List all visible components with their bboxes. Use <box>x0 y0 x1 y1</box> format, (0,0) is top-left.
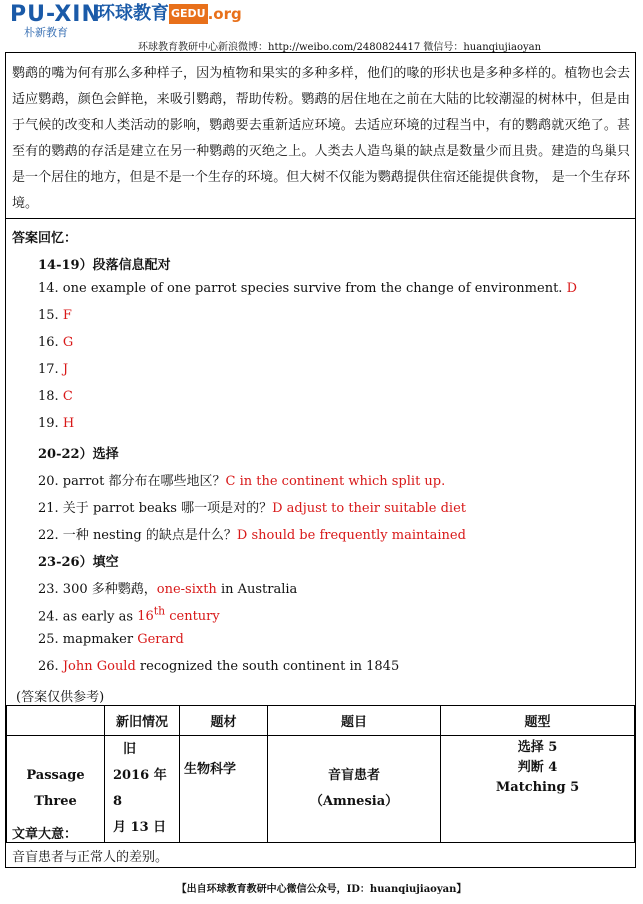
question-number: 16. <box>38 335 59 350</box>
summary-title: 文章大意： <box>12 827 78 842</box>
title-chinese: 音盲患者 <box>327 768 380 783</box>
type-choice: 选择 5 <box>517 740 558 755</box>
answers-title: 答案回忆： <box>12 231 78 246</box>
status-old: 旧 <box>123 742 137 757</box>
gedu-logo-org: .org <box>207 5 242 23</box>
question-number: 26. <box>38 659 63 674</box>
question-number: 18. <box>38 389 59 404</box>
question-text: 24. as early as <box>38 609 138 625</box>
answer-item-23 <box>38 578 297 597</box>
question-tail: recognized the south continent in 1845 <box>135 659 400 674</box>
answer-value: D <box>566 281 578 296</box>
question-number: 17. <box>38 362 59 377</box>
section-heading-matching: 14-19）段落信息配对 <box>38 258 171 273</box>
page-footer: 【出自环球教育教研中心微信公众号，ID：huanqiujiaoyan】 <box>176 884 467 895</box>
question-text: 21. 关于 parrot beaks 哪一项是对的？ <box>38 501 273 516</box>
answer-item-18 <box>38 389 73 404</box>
answer-item-26 <box>38 659 399 674</box>
answer-item-16 <box>38 335 73 350</box>
answer-item-19 <box>38 416 74 431</box>
question-text: 20. parrot 都分布在哪些地区？ <box>38 474 226 489</box>
answer-value: C <box>62 389 73 404</box>
puxin-logo-text: PU-XIN <box>10 2 101 27</box>
answer-value: D adjust to their suitable diet <box>272 501 466 516</box>
page-header <box>0 0 643 52</box>
answer-value: Gerard <box>137 632 184 647</box>
type-judgement: 判断 4 <box>517 760 558 775</box>
content-frame <box>5 52 636 868</box>
answer-item-15 <box>38 308 72 323</box>
table-header-question-type: 题型 <box>441 706 635 736</box>
answer-item-20 <box>38 470 445 489</box>
question-text: 14. one example of one parrot species survive from the change of environment. <box>38 281 563 296</box>
answer-value: J <box>62 362 69 377</box>
passage-number: Three <box>34 794 77 809</box>
answer-value: H <box>62 416 75 431</box>
answer-item-21 <box>38 497 466 516</box>
gedu-logo-badge: GEDU <box>169 4 208 24</box>
gedu-logo-cn: 环球教育 <box>97 3 169 24</box>
answer-item-22 <box>38 524 466 543</box>
puxin-logo-subtitle: 朴新教育 <box>24 26 68 39</box>
passage-info-table <box>6 705 635 843</box>
answer-value <box>137 605 220 625</box>
summary-text: 音盲患者与正常人的差别。 <box>12 850 169 865</box>
question-text: 23. 300 多种鹦鹉， <box>38 582 157 597</box>
question-text: 22. 一种 nesting 的缺点是什么？ <box>38 528 237 543</box>
answer-value: C in the continent which split up. <box>225 474 446 489</box>
header-contact-info: 环球教育教研中心新浪微博：http://weibo.com/2480824417 微信号：huanqiujiaoyan <box>138 42 542 53</box>
answer-item-17 <box>38 362 68 377</box>
answer-tail: century <box>165 609 220 625</box>
answer-value: John Gould <box>62 659 136 674</box>
answer-value: D should be frequently maintained <box>236 528 466 543</box>
answer-value: G <box>62 335 74 350</box>
table-header-status: 新旧情况 <box>105 706 180 736</box>
answer-number: 16 <box>137 609 154 625</box>
table-cell-topic: 生物科学 <box>180 736 268 843</box>
answer-item-14 <box>38 281 577 296</box>
answer-item-25 <box>38 632 184 647</box>
table-header-row <box>7 706 635 736</box>
passage-summary-text: 鹦鹉的嘴为何有那么多种样子，因为植物和果实的多种多样，他们的喙的形状也是多种多样的。植物也会去适应鹦鹉，颜色会鲜艳，来吸引鹦鹉，帮助传粉。鹦鹉的居住地在之前在大陆的比较潮湿的树林中，但是由于气候的改变和人类活动的影响，鹦鹉要去重新适应环境。去适应环境的过程当中，有的鹦鹉就灭绝了。甚至有的鹦鹉的存活是建立在另一种鹦鹉的灭绝之上。人类去人造鸟巢的缺点是数量少而且贵。建造的鸟巢只是一个居住的地方，但是不是一个生存的环境。但大树不仅能为鹦鹉提供住宿还能提供食物， 是一个生存环境。 <box>12 66 630 211</box>
answer-value: one-sixth <box>156 582 217 597</box>
table-cell-question-type <box>441 736 635 843</box>
question-tail: in Australia <box>216 582 298 597</box>
section-heading-fill: 23-26）填空 <box>38 555 119 570</box>
table-cell-empty <box>7 706 105 736</box>
gedu-logo <box>97 4 242 24</box>
section-heading-choice: 20-22）选择 <box>38 447 119 462</box>
status-date-line-1: 2016 年 8 <box>113 768 167 809</box>
question-number: 15. <box>38 308 59 323</box>
question-number: 19. <box>38 416 59 431</box>
article-summary <box>12 825 168 871</box>
question-text: 25. mapmaker <box>38 632 138 647</box>
answer-item-24 <box>38 605 220 624</box>
answer-disclaimer: (答案仅供参考) <box>16 690 105 705</box>
passage-label: Passage <box>26 768 85 783</box>
table-header-title: 题目 <box>268 706 441 736</box>
table-header-topic: 题材 <box>180 706 268 736</box>
type-matching: Matching 5 <box>495 780 580 795</box>
puxin-logo <box>10 2 101 40</box>
status-date-line-2: 月 13 日 <box>113 820 167 835</box>
divider <box>6 218 635 219</box>
table-cell-title <box>268 736 441 843</box>
answer-superscript: th <box>153 605 166 618</box>
title-english: （Amnesia） <box>309 794 399 809</box>
answer-value: F <box>62 308 72 323</box>
